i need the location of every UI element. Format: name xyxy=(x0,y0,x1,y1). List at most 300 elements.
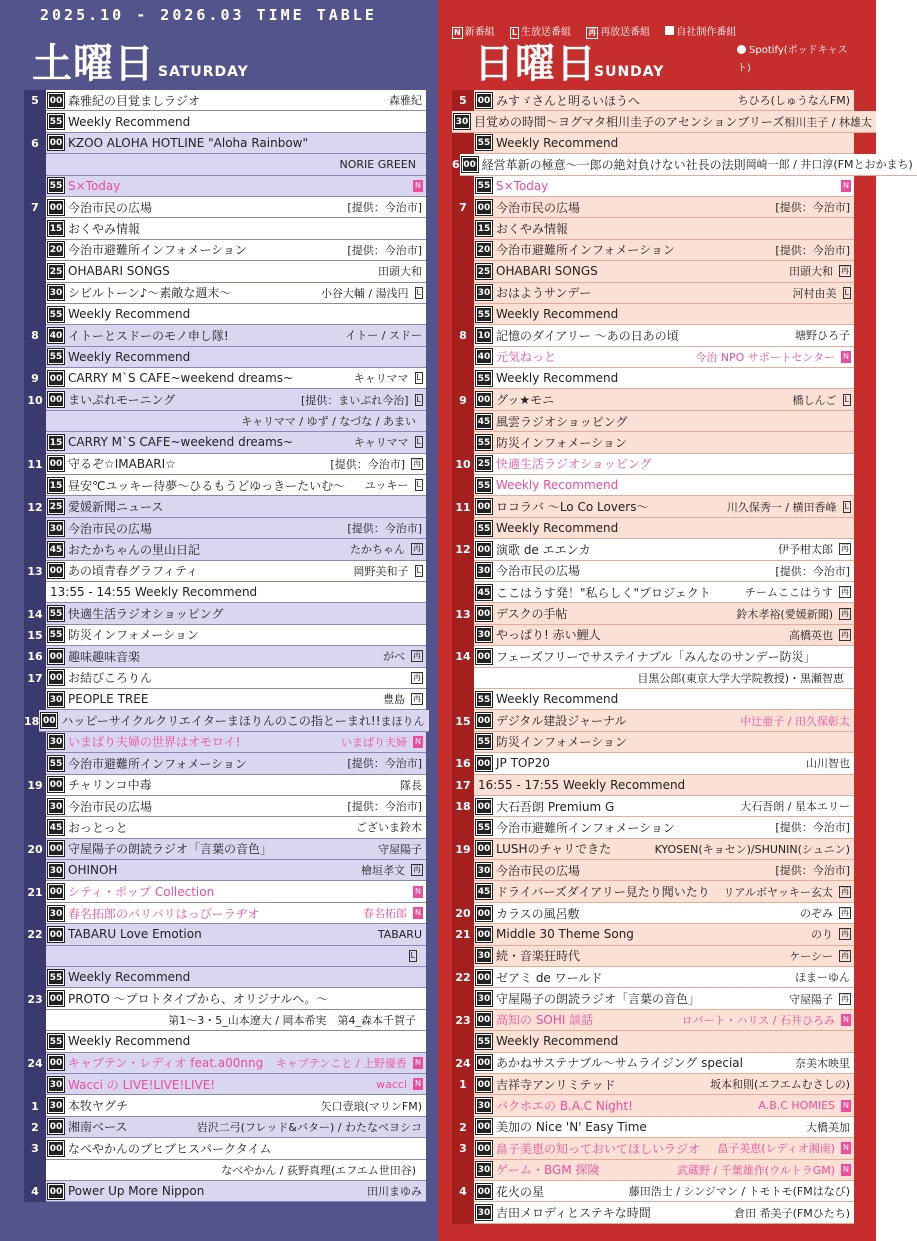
program-cell[interactable] xyxy=(46,967,426,988)
schedule-row[interactable] xyxy=(452,946,854,967)
hour-label xyxy=(452,689,474,710)
schedule-row[interactable] xyxy=(24,496,426,517)
minute-badge: 25 xyxy=(48,264,64,279)
program-cell[interactable] xyxy=(46,176,426,197)
rerun-icon: 再 xyxy=(841,929,849,939)
schedule-row[interactable] xyxy=(24,1181,426,1202)
program-cell[interactable] xyxy=(46,1138,426,1159)
live-icon: L xyxy=(844,501,849,511)
program-cell[interactable] xyxy=(46,732,426,753)
schedule-row[interactable] xyxy=(24,539,426,560)
program-host: ケーシー xyxy=(789,949,833,963)
schedule-row[interactable] xyxy=(452,496,854,517)
hour-label: 16 xyxy=(24,646,46,667)
saturday-title-en: SATURDAY xyxy=(158,64,249,80)
program-cell[interactable] xyxy=(474,732,854,753)
program-title: 元気ねっと xyxy=(496,350,557,365)
program-cell[interactable] xyxy=(46,539,426,560)
program-host: TABARU xyxy=(377,927,422,941)
program-cell[interactable] xyxy=(474,347,854,368)
program-cell[interactable] xyxy=(474,1010,854,1031)
schedule-row[interactable] xyxy=(452,924,854,945)
schedule-row[interactable] xyxy=(452,1010,854,1031)
program-host: KYOSEN(キョセン)/SHUNIN(シュニン) xyxy=(654,842,850,856)
program-cell[interactable] xyxy=(46,347,426,368)
hour-label xyxy=(24,796,46,817)
schedule-row[interactable] xyxy=(24,796,426,817)
schedule-row[interactable] xyxy=(24,454,426,475)
hour-label: 18 xyxy=(24,710,39,731)
minute-badge: 00 xyxy=(476,756,492,771)
rerun-icon: 再 xyxy=(588,28,597,37)
schedule-row[interactable] xyxy=(452,753,854,774)
program-cell[interactable] xyxy=(46,689,426,710)
schedule-row[interactable] xyxy=(452,176,854,197)
minute-badge: 00 xyxy=(48,1184,64,1199)
program-cell[interactable] xyxy=(46,625,426,646)
program-cell[interactable] xyxy=(46,496,426,517)
program-cell[interactable] xyxy=(452,111,876,132)
program-cell[interactable] xyxy=(46,946,426,967)
program-host: ユッキー xyxy=(364,479,409,493)
program-cell[interactable] xyxy=(46,796,426,817)
schedule-row[interactable] xyxy=(24,90,426,111)
minute-badge: 00 xyxy=(48,135,64,150)
program-cell[interactable] xyxy=(46,1095,426,1116)
program-cell[interactable] xyxy=(46,582,426,603)
minute-badge: 30 xyxy=(48,692,64,707)
minute-badge: 00 xyxy=(476,970,492,985)
schedule-row[interactable] xyxy=(452,1095,854,1116)
program-cell[interactable] xyxy=(474,1117,854,1138)
program-cell[interactable] xyxy=(46,475,426,496)
program-cell[interactable] xyxy=(46,817,426,838)
minute-badge: 55 xyxy=(48,756,64,771)
minute-badge: 30 xyxy=(476,285,492,300)
program-host: 中辻亜子 / 田久保彰太 xyxy=(740,714,850,728)
program-title: Weekly Recommend xyxy=(68,114,191,129)
schedule-row[interactable] xyxy=(452,775,854,796)
schedule-row[interactable] xyxy=(452,1053,854,1074)
program-title: ここはうす発！"私らしく"プロジェクト xyxy=(496,585,711,600)
schedule-row[interactable] xyxy=(452,1160,854,1181)
schedule-row[interactable] xyxy=(452,133,854,154)
program-title: キャプテン・レディオ feat.a00nng xyxy=(68,1056,264,1071)
schedule-row[interactable] xyxy=(24,860,426,881)
minute-badge: 30 xyxy=(48,1098,64,1113)
program-cell[interactable] xyxy=(474,389,854,410)
hour-label: 14 xyxy=(452,646,474,667)
schedule-row[interactable] xyxy=(452,710,854,731)
program-host: 守屋陽子 xyxy=(789,992,833,1006)
program-cell[interactable] xyxy=(474,261,854,282)
minute-badge: 00 xyxy=(476,927,492,942)
program-cell[interactable] xyxy=(474,817,854,838)
program-cell[interactable] xyxy=(474,1031,854,1052)
schedule-row[interactable] xyxy=(24,176,426,197)
schedule-row[interactable] xyxy=(24,111,426,132)
schedule-row[interactable] xyxy=(24,646,426,667)
program-title: 続・音楽狂時代 xyxy=(496,949,581,964)
schedule-row[interactable] xyxy=(24,1095,426,1116)
minute-badge: 00 xyxy=(48,777,64,792)
program-cell[interactable] xyxy=(474,860,854,881)
program-cell[interactable] xyxy=(474,775,854,796)
program-cell[interactable] xyxy=(474,518,854,539)
schedule-row[interactable] xyxy=(24,710,426,731)
program-cell[interactable] xyxy=(474,304,854,325)
schedule-row[interactable] xyxy=(24,1031,426,1052)
schedule-row[interactable] xyxy=(452,518,854,539)
rerun-icon: 再 xyxy=(413,458,421,468)
program-title: OHABARI SONGS xyxy=(68,264,170,279)
schedule-row[interactable] xyxy=(24,903,426,924)
program-cell[interactable] xyxy=(46,218,426,239)
schedule-row[interactable] xyxy=(24,283,426,304)
program-cell[interactable] xyxy=(474,1160,854,1181)
program-title: フェーズフリーでサステイナブル「みんなのサンデー防災」 xyxy=(496,649,816,664)
program-cell[interactable] xyxy=(46,1074,426,1095)
minute-badge: 30 xyxy=(48,863,64,878)
program-cell[interactable] xyxy=(46,924,426,945)
program-cell[interactable] xyxy=(474,753,854,774)
program-title: 16:55 - 17:55 Weekly Recommend xyxy=(478,777,686,792)
program-cell[interactable] xyxy=(474,561,854,582)
hour-label xyxy=(24,111,46,132)
minute-badge: 30 xyxy=(476,948,492,963)
program-cell[interactable] xyxy=(46,775,426,796)
schedule-row[interactable] xyxy=(24,582,426,603)
schedule-row[interactable] xyxy=(24,1053,426,1074)
schedule-row[interactable] xyxy=(24,197,426,218)
program-cell[interactable] xyxy=(474,796,854,817)
schedule-row[interactable] xyxy=(452,218,854,239)
program-cell[interactable] xyxy=(474,496,854,517)
program-cell[interactable] xyxy=(46,261,426,282)
program-cell[interactable] xyxy=(474,176,854,197)
schedule-row[interactable] xyxy=(24,924,426,945)
schedule-row[interactable] xyxy=(452,539,854,560)
program-cell[interactable] xyxy=(474,903,854,924)
program-cell[interactable] xyxy=(46,197,426,218)
program-cell[interactable] xyxy=(46,304,426,325)
hour-label xyxy=(24,967,46,988)
program-cell[interactable] xyxy=(46,389,426,410)
program-cell[interactable] xyxy=(46,1053,426,1074)
schedule-row[interactable] xyxy=(452,90,854,111)
schedule-row[interactable] xyxy=(452,304,854,325)
schedule-row[interactable] xyxy=(24,432,426,453)
schedule-row[interactable] xyxy=(452,1138,854,1159)
program-title: イトーとスドーのモノ申し隊! xyxy=(68,328,229,343)
schedule-row[interactable] xyxy=(24,732,426,753)
program-cell[interactable] xyxy=(474,368,854,389)
program-cell[interactable] xyxy=(474,710,854,731)
program-host: [提供：今治市] xyxy=(775,821,850,835)
schedule-row[interactable] xyxy=(24,518,426,539)
schedule-row[interactable] xyxy=(24,603,426,624)
schedule-row[interactable] xyxy=(24,839,426,860)
schedule-row[interactable] xyxy=(24,240,426,261)
program-cell[interactable] xyxy=(46,111,426,132)
program-cell[interactable] xyxy=(474,218,854,239)
schedule-row[interactable] xyxy=(452,689,854,710)
program-cell[interactable] xyxy=(474,988,854,1009)
schedule-row[interactable] xyxy=(24,967,426,988)
program-cell[interactable] xyxy=(474,668,854,689)
hour-label xyxy=(24,539,46,560)
schedule-row[interactable] xyxy=(24,1117,426,1138)
program-cell[interactable] xyxy=(474,1095,854,1116)
schedule-row[interactable] xyxy=(452,881,854,902)
program-cell[interactable] xyxy=(46,1117,426,1138)
program-cell[interactable] xyxy=(474,946,854,967)
program-host: [提供：今治市] xyxy=(347,201,422,215)
schedule-row[interactable] xyxy=(24,368,426,389)
program-cell[interactable] xyxy=(46,240,426,261)
program-cell[interactable] xyxy=(46,561,426,582)
program-cell[interactable] xyxy=(46,881,426,902)
program-cell[interactable] xyxy=(46,839,426,860)
schedule-row[interactable] xyxy=(452,967,854,988)
program-cell[interactable] xyxy=(474,1202,854,1223)
live-icon: L xyxy=(416,437,421,447)
hour-label xyxy=(452,561,474,582)
schedule-row[interactable] xyxy=(24,753,426,774)
program-cell[interactable] xyxy=(46,325,426,346)
program-cell[interactable] xyxy=(474,967,854,988)
program-cell[interactable] xyxy=(39,710,428,731)
program-title: みすゞさんと明るいほうへ xyxy=(496,93,641,108)
schedule-row[interactable] xyxy=(452,325,854,346)
schedule-row[interactable] xyxy=(24,775,426,796)
schedule-row[interactable] xyxy=(24,325,426,346)
program-cell[interactable] xyxy=(46,368,426,389)
program-cell[interactable] xyxy=(46,133,426,154)
schedule-row[interactable] xyxy=(452,796,854,817)
program-cell[interactable] xyxy=(474,133,854,154)
program-cell[interactable] xyxy=(474,539,854,560)
program-cell[interactable] xyxy=(474,603,854,624)
program-cell[interactable] xyxy=(474,689,854,710)
schedule-row[interactable] xyxy=(24,1074,426,1095)
program-cell[interactable] xyxy=(46,283,426,304)
schedule-row[interactable] xyxy=(452,1181,854,1202)
minute-badge: 00 xyxy=(48,371,64,386)
program-cell[interactable] xyxy=(474,839,854,860)
program-cell[interactable] xyxy=(474,475,854,496)
program-cell[interactable] xyxy=(46,753,426,774)
schedule-row[interactable] xyxy=(452,561,854,582)
schedule-row[interactable] xyxy=(452,603,854,624)
schedule-row[interactable] xyxy=(452,988,854,1009)
program-cell[interactable] xyxy=(474,1053,854,1074)
program-cell[interactable] xyxy=(474,625,854,646)
hour-label: 12 xyxy=(452,539,474,560)
program-title: 畠子美恵の知っておいてほしいラジオ xyxy=(496,1141,701,1156)
hour-label xyxy=(24,240,46,261)
schedule-row[interactable] xyxy=(24,625,426,646)
schedule-row[interactable] xyxy=(24,218,426,239)
schedule-row[interactable] xyxy=(452,454,854,475)
program-cell[interactable] xyxy=(46,154,426,175)
schedule-row[interactable] xyxy=(24,881,426,902)
minute-badge: 55 xyxy=(48,114,64,129)
program-cell[interactable] xyxy=(460,154,917,175)
schedule-row[interactable] xyxy=(452,432,854,453)
schedule-row[interactable] xyxy=(24,561,426,582)
schedule-row[interactable] xyxy=(452,732,854,753)
schedule-row[interactable] xyxy=(452,625,854,646)
program-host: がべ xyxy=(383,650,405,664)
program-title: 今治市民の広場 xyxy=(68,521,153,536)
hour-label xyxy=(452,1202,474,1223)
schedule-row[interactable] xyxy=(24,689,426,710)
program-title: JP TOP20 xyxy=(496,756,550,771)
schedule-row[interactable] xyxy=(24,946,426,967)
schedule-row[interactable] xyxy=(24,988,426,1009)
schedule-row[interactable] xyxy=(24,389,426,410)
program-host: [提供：今治市] xyxy=(775,864,850,878)
minute-badge: 00 xyxy=(476,93,492,108)
schedule-row[interactable] xyxy=(24,1138,426,1159)
hour-label: 20 xyxy=(24,839,46,860)
program-title: CARRY M`S CAFE~weekend dreams~ xyxy=(68,435,294,450)
hour-label: 13 xyxy=(452,603,474,624)
program-cell[interactable] xyxy=(474,325,854,346)
schedule-row[interactable] xyxy=(24,347,426,368)
minute-badge: 00 xyxy=(476,392,492,407)
program-cell[interactable] xyxy=(474,1138,854,1159)
new-icon: N xyxy=(415,180,421,190)
schedule-row[interactable] xyxy=(24,817,426,838)
schedule-row[interactable] xyxy=(452,582,854,603)
schedule-row[interactable] xyxy=(452,475,854,496)
program-cell[interactable] xyxy=(46,1031,426,1052)
schedule-row[interactable] xyxy=(452,1031,854,1052)
program-cell[interactable] xyxy=(46,1010,426,1031)
schedule-row[interactable] xyxy=(24,304,426,325)
schedule-row[interactable] xyxy=(452,646,854,667)
schedule-row[interactable] xyxy=(452,903,854,924)
program-cell[interactable] xyxy=(46,668,426,689)
schedule-row[interactable] xyxy=(452,111,872,132)
program-host: 矢口壹琅(マリンFM) xyxy=(320,1099,422,1113)
hour-label: 12 xyxy=(24,496,46,517)
hour-label xyxy=(24,154,46,175)
schedule-row[interactable] xyxy=(24,475,426,496)
program-cell[interactable] xyxy=(46,988,426,1009)
hour-label: 19 xyxy=(452,839,474,860)
hour-label xyxy=(24,218,46,239)
program-cell[interactable] xyxy=(46,1181,426,1202)
schedule-row[interactable] xyxy=(452,347,854,368)
hour-label xyxy=(452,1160,474,1181)
schedule-row[interactable] xyxy=(452,1202,854,1223)
hour-label: 11 xyxy=(24,454,46,475)
program-cell[interactable] xyxy=(46,860,426,881)
program-cell[interactable] xyxy=(46,518,426,539)
program-title: 13:55 - 14:55 Weekly Recommend xyxy=(50,585,258,600)
hour-label xyxy=(452,988,474,1009)
program-cell[interactable] xyxy=(474,582,854,603)
schedule-row[interactable] xyxy=(24,1010,426,1031)
schedule-row[interactable] xyxy=(24,261,426,282)
minute-badge: 00 xyxy=(48,563,64,578)
program-cell[interactable] xyxy=(474,283,854,304)
schedule-row[interactable] xyxy=(452,368,854,389)
minute-badge: 00 xyxy=(48,649,64,664)
schedule-row[interactable] xyxy=(452,860,854,881)
program-cell[interactable] xyxy=(46,432,426,453)
schedule-row[interactable] xyxy=(452,283,854,304)
schedule-row[interactable] xyxy=(452,154,913,175)
program-cell[interactable] xyxy=(46,411,426,432)
schedule-row[interactable] xyxy=(452,817,854,838)
schedule-row[interactable] xyxy=(452,1074,854,1095)
schedule-row[interactable] xyxy=(452,1117,854,1138)
program-cell[interactable] xyxy=(474,240,854,261)
schedule-row[interactable] xyxy=(452,240,854,261)
program-cell[interactable] xyxy=(474,197,854,218)
program-cell[interactable] xyxy=(474,90,854,111)
schedule-row[interactable] xyxy=(24,1160,426,1181)
program-cell[interactable] xyxy=(474,1181,854,1202)
schedule-row[interactable] xyxy=(24,411,426,432)
program-cell[interactable] xyxy=(474,1074,854,1095)
program-cell[interactable] xyxy=(46,1160,426,1181)
hour-label xyxy=(24,411,46,432)
program-cell[interactable] xyxy=(46,454,426,475)
hour-label xyxy=(24,1010,46,1031)
program-cell[interactable] xyxy=(46,603,426,624)
minute-badge: 00 xyxy=(476,1012,492,1027)
schedule-row[interactable] xyxy=(452,389,854,410)
program-title: おくやみ情報 xyxy=(68,222,141,237)
minute-badge: 15 xyxy=(48,478,64,493)
schedule-row[interactable] xyxy=(452,197,854,218)
minute-badge: 00 xyxy=(476,799,492,814)
hour-label xyxy=(452,240,474,261)
program-cell[interactable] xyxy=(46,903,426,924)
schedule-row[interactable] xyxy=(24,133,426,154)
hour-label xyxy=(24,1160,46,1181)
program-cell[interactable] xyxy=(474,646,854,667)
schedule-row[interactable] xyxy=(452,261,854,282)
hour-label xyxy=(452,133,474,154)
schedule-row[interactable] xyxy=(452,668,854,689)
minute-badge: 00 xyxy=(476,906,492,921)
program-cell[interactable] xyxy=(474,432,854,453)
program-title: OHABARI SONGS xyxy=(496,264,598,279)
program-cell[interactable] xyxy=(46,90,426,111)
program-cell[interactable] xyxy=(474,924,854,945)
program-host: キャプテンこと / 上野優香 xyxy=(275,1056,408,1070)
schedule-row[interactable] xyxy=(452,839,854,860)
schedule-row[interactable] xyxy=(24,668,426,689)
schedule-row[interactable] xyxy=(452,411,854,432)
program-cell[interactable] xyxy=(46,646,426,667)
minute-badge: 55 xyxy=(476,435,492,450)
schedule-row[interactable] xyxy=(24,154,426,175)
program-host: 田川まゆみ xyxy=(367,1185,422,1199)
hour-label: 20 xyxy=(452,903,474,924)
program-host: キャリママ xyxy=(353,436,409,450)
program-cell[interactable] xyxy=(474,454,854,475)
program-cell[interactable] xyxy=(474,411,854,432)
program-cell[interactable] xyxy=(474,881,854,902)
hour-label xyxy=(24,283,46,304)
